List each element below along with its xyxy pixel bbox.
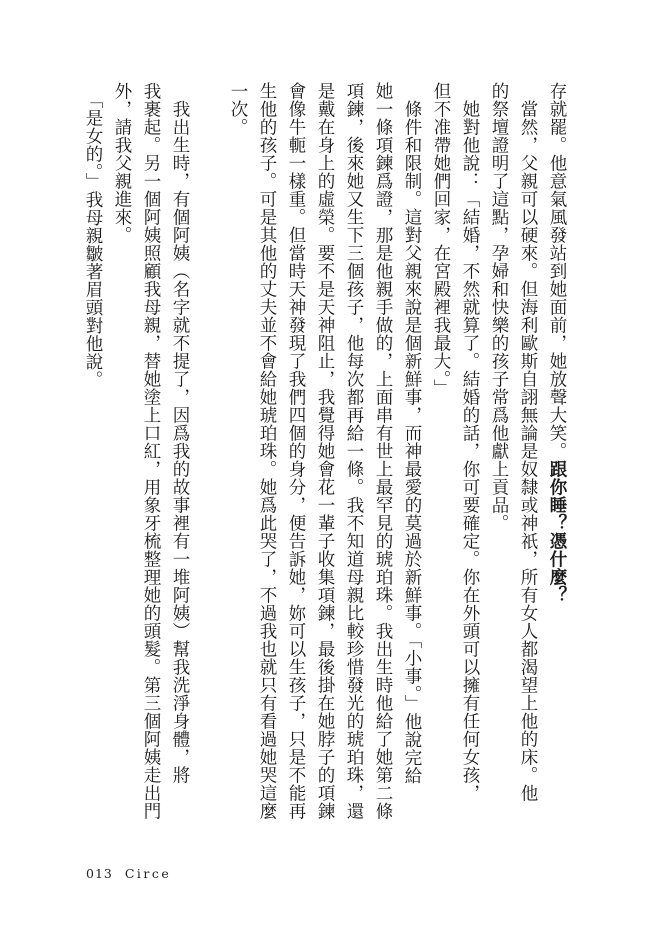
text-column: 外，請我父親進來。	[112, 82, 132, 244]
text-column: 的祭壇證明了這點，孕婦和快樂的孩子常爲他獻上貢品。	[489, 82, 509, 532]
text-column: 項鍊，後來她又生下三個孩子，他每次都再給一條。我不知道母親比較珍惜發光的琥珀珠，還	[344, 82, 364, 820]
blank-column	[194, 82, 223, 842]
bold-emphasis: 跟你睡？憑什麼？	[547, 460, 567, 604]
text-column: 我裹起。另一個阿姨照顧我母親，替她塗上口紅，用象牙梳整理她的頭髮。第三個阿姨走出門	[141, 82, 161, 820]
text-column: 但不准帶她們回家，在宮殿裡我最大。」	[431, 82, 451, 398]
text-column: 當然，父親可以硬來。但海利歐斯自詡無論是奴隸或神祇，所有女人都渴望上他的床。他	[518, 82, 538, 802]
text-column: 她對他說：「結婚，不然就算了。結婚的話，你可要確定。你在外頭可以擁有任何女孩，	[460, 82, 480, 802]
text-column: 一次。	[228, 82, 248, 136]
main-text	[78, 82, 571, 842]
book-title: Circe	[124, 866, 172, 881]
text-column: 會像牛軛一樣重。但當時天神發現了我們四個的身分，便告訴她，妳可以生孩子，只是不能再	[286, 82, 306, 820]
text-column: 「是女的。」我母親皺著眉頭對他說。	[83, 82, 103, 389]
text-column: 她一條項鍊爲證，那是他親手做的，上面串有世上最罕見的琥珀珠。我出生時他給了她第二條	[373, 82, 393, 820]
text-column: 是戴在身上的虛榮。要不是天神阻止，我覺得她會花一輩子收集項鍊，最後掛在她脖子的項鍊	[315, 82, 335, 820]
page-footer	[86, 866, 171, 881]
column-text: 存就罷。他意氣風發站到她面前，她放聲大笑。	[547, 82, 567, 460]
text-column: 條件和限制。這對父親來說是個新鮮事，而神最愛的莫過於新鮮事。「小事。」他說完給	[402, 82, 422, 785]
page-number: 013	[86, 866, 113, 881]
text-column	[542, 82, 571, 842]
text-column: 我出生時，有個阿姨（名字就不提了，因爲我的故事裡有一堆阿姨）幫我洗淨身體，將	[170, 82, 190, 784]
text-column: 生他的孩子。可是其他的丈夫並不會給她琥珀珠。她爲此哭了，不過我也就只有看過她哭這麼	[257, 82, 277, 820]
